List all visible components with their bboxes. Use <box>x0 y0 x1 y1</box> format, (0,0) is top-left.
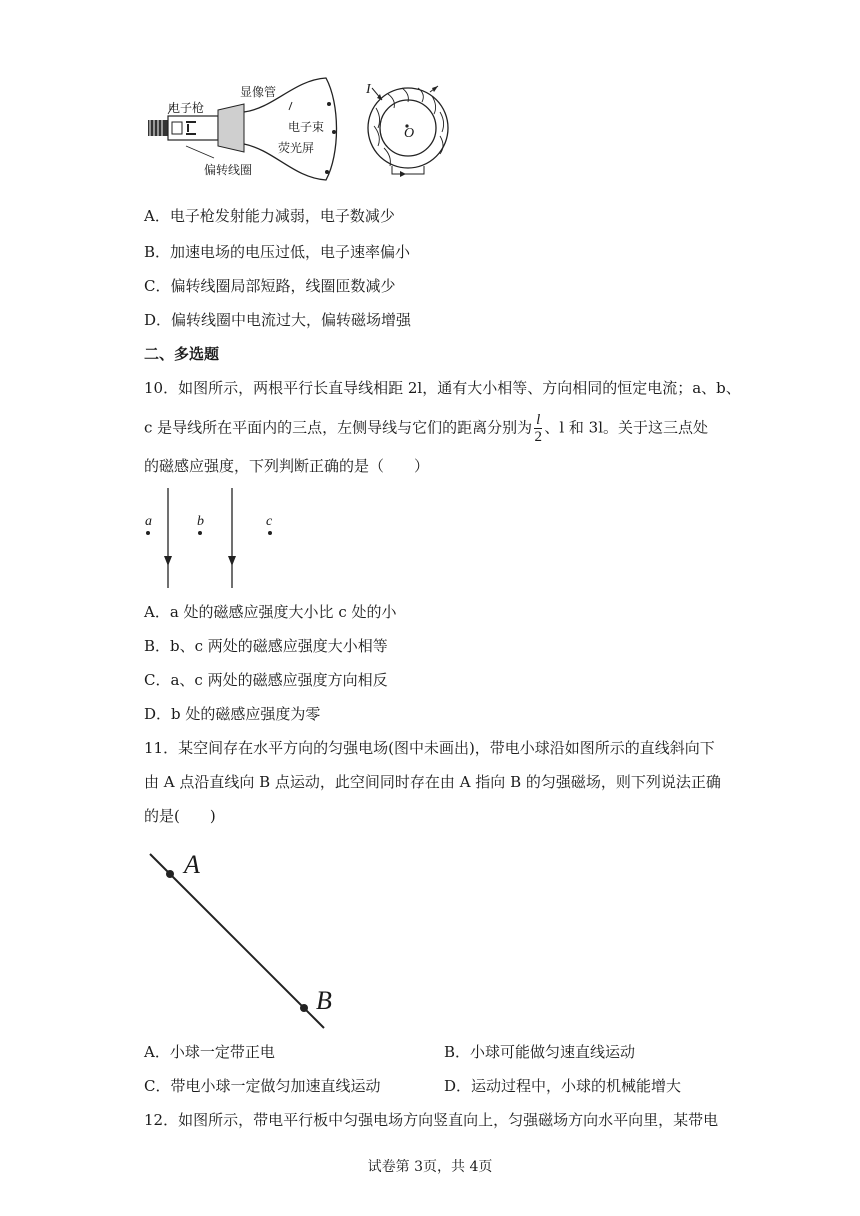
q10-line-1: 10．如图所示，两根平行长直导线相距 2l，通有大小相等、方向相同的恒定电流；a、b、 <box>144 379 741 397</box>
fraction-denominator: 2 <box>534 429 542 445</box>
q10-line-2-post: 、l 和 3l。关于这三点处 <box>544 418 709 437</box>
q10-line-2-pre: c 是导线所在平面内的三点，左侧导线与它们的距离分别为 <box>144 418 533 437</box>
q10-option-a: A．a 处的磁感应强度大小比 c 处的小 <box>144 603 397 621</box>
q9-option-b: B．加速电场的电压过低，电子速率偏小 <box>144 243 411 261</box>
point-c-label: c <box>266 514 273 529</box>
page-footer: 试卷第 3页，共 4页 <box>367 1159 493 1175</box>
q12-line-1: 12．如图所示，带电平行板中匀强电场方向竖直向上，匀强磁场方向水平向里，某带电 <box>144 1111 719 1129</box>
q11-option-a: A．小球一定带正电 <box>144 1043 275 1061</box>
label-current-i: I <box>366 82 371 97</box>
point-a-upper-label: A <box>184 850 200 879</box>
q10-option-d: D．b 处的磁感应强度为零 <box>144 705 321 723</box>
q11-line-3: 的是( ) <box>144 807 216 825</box>
q9-option-d: D．偏转线圈中电流过大，偏转磁场增强 <box>144 311 412 329</box>
fraction-l-over-2 <box>534 412 542 445</box>
label-deflection-coil: 偏转线圈 <box>204 163 253 177</box>
point-a-label: a <box>145 514 152 529</box>
label-center-o: O <box>404 126 415 141</box>
label-picture-tube: 显像管 <box>240 85 277 99</box>
label-electron-gun: 电子枪 <box>168 101 205 115</box>
section-title: 二、多选题 <box>144 345 220 363</box>
q10-option-c: C．a、c 两处的磁感应强度方向相反 <box>144 671 388 689</box>
q9-option-a: A．电子枪发射能力减弱，电子数减少 <box>144 207 395 225</box>
q10-line-3: 的磁感应强度，下列判断正确的是（ ） <box>144 457 430 475</box>
q9-option-c: C．偏转线圈局部短路，线圈匝数减少 <box>144 277 396 295</box>
fraction-numerator: l <box>536 412 541 428</box>
point-b-label: b <box>197 514 204 529</box>
label-electron-beam: 电子束 <box>288 120 325 134</box>
q10-option-b: B．b、c 两处的磁感应强度大小相等 <box>144 637 388 655</box>
inclined-line-figure <box>140 846 340 1036</box>
q11-option-b: B．小球可能做匀速直线运动 <box>444 1043 636 1061</box>
q11-option-c: C．带电小球一定做匀加速直线运动 <box>144 1077 381 1095</box>
parallel-wires-figure <box>140 484 300 594</box>
label-screen: 荧光屏 <box>278 141 315 155</box>
q11-line-2: 由 A 点沿直线向 B 点运动，此空间同时存在由 A 指向 B 的匀强磁场，则下列说法正确 <box>144 773 721 791</box>
point-b-upper-label: B <box>316 986 332 1015</box>
q11-line-1: 11．某空间存在水平方向的匀强电场(图中未画出)，带电小球沿如图所示的直线斜向下 <box>144 739 715 757</box>
q10-line-2 <box>144 412 708 445</box>
q11-option-d: D．运动过程中，小球的机械能增大 <box>444 1077 682 1095</box>
